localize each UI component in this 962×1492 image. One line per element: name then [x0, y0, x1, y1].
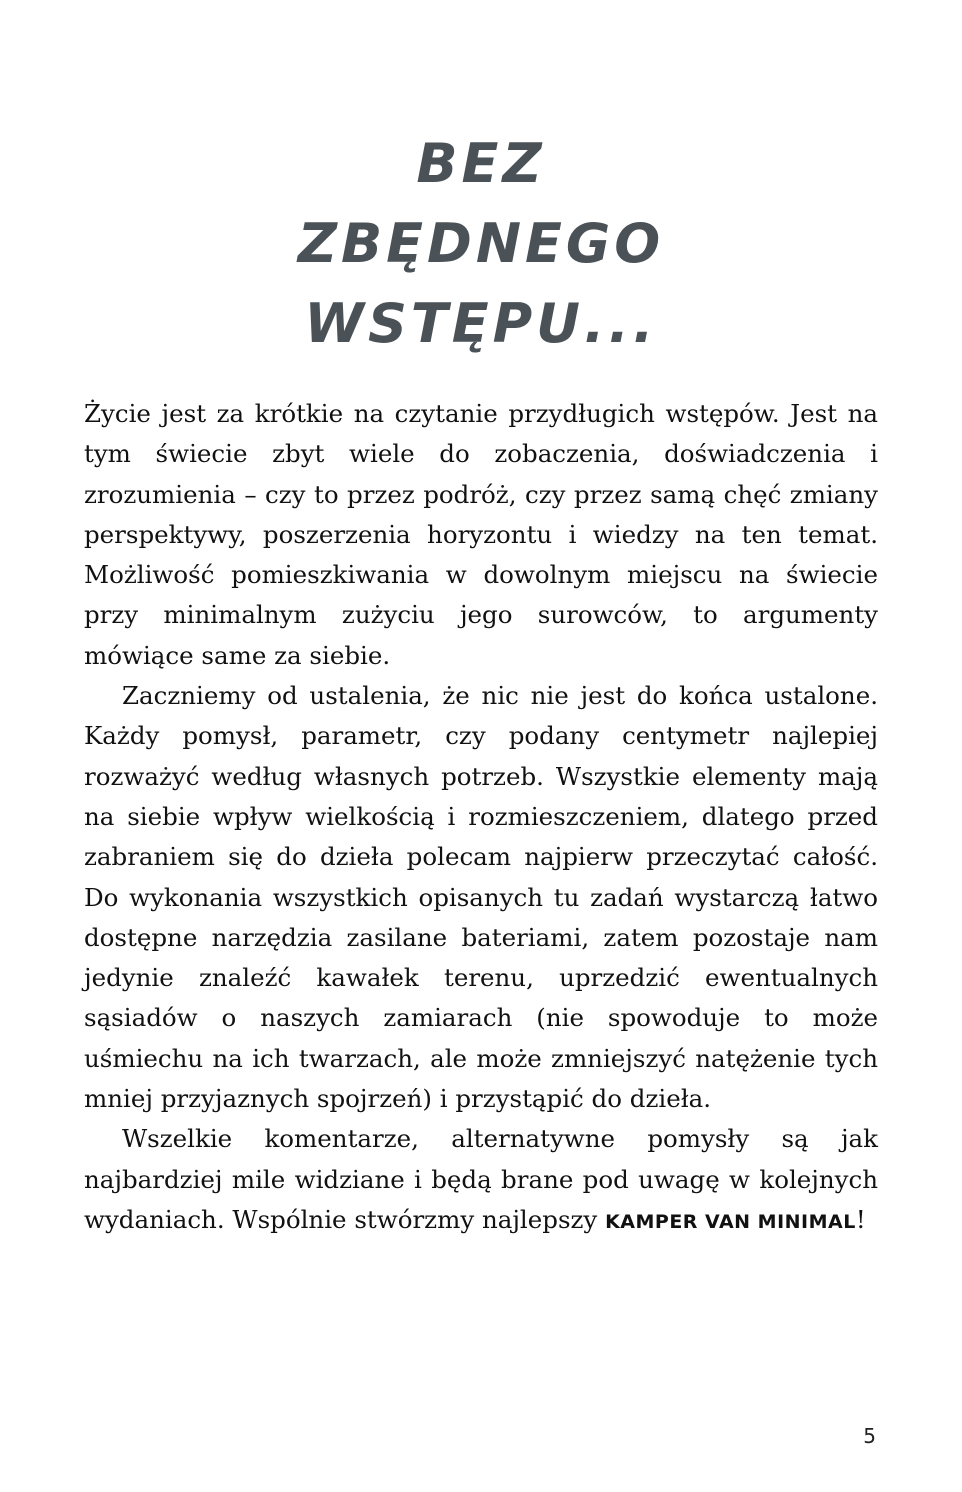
body-text — [84, 394, 878, 1242]
paragraph-3-text: Wszelkie komentarze, alternatywne pomysły są jak najbardziej mile widziane i będą brane pod uwagę w kolejnych wydaniach. Wspólnie stwórzmy najlepszy — [84, 1124, 878, 1234]
title-line-3: WSTĘPU... — [304, 292, 658, 356]
title-line-2: ZBĘDNEGO — [297, 212, 665, 276]
chapter-title — [0, 124, 962, 364]
paragraph-1: Życie jest za krótkie na czytanie przydługich wstępów. Jest na tym świecie zbyt wiele do zobaczenia, doświadczenia i zrozumienia – czy to przez podróż, czy przez samą chęć zmiany perspektywy, poszerzenia horyzontu i wiedzy na ten temat. Możliwość pomieszkiwania w dowolnym miejscu na świecie przy minimalnym zużyciu jego surowców, to argumenty mówiące same za siebie. — [84, 399, 878, 670]
page-number: 5 — [863, 1424, 876, 1448]
title-line-1: BEZ — [416, 132, 546, 196]
brand-name: KAMPER VAN MINIMAL — [605, 1210, 856, 1233]
paragraph-3 — [84, 1119, 878, 1242]
paragraph-2: Zaczniemy od ustalenia, że nic nie jest do końca ustalone. Każdy pomysł, parametr, czy podany centymetr najlepiej rozważyć według własnych potrzeb. Wszystkie elementy mają na siebie wpływ wielkością i rozmieszczeniem, dlatego przed zabraniem się do dzieła polecam najpierw przeczytać całość. Do wykonania wszystkich opisanych tu zadań wystarczą łatwo dostępne narzędzia zasilane bateriami, zatem pozostaje nam jedynie znaleźć kawałek terenu, uprzedzić ewentualnych sąsiadów o naszych zamiarach (nie spowoduje to może uśmiechu na ich twarzach, ale może zmniejszyć natężenie tych mniej przyjaznych spojrzeń) i przystąpić do dzieła. — [84, 681, 878, 1114]
paragraph-3-end: ! — [855, 1204, 866, 1234]
